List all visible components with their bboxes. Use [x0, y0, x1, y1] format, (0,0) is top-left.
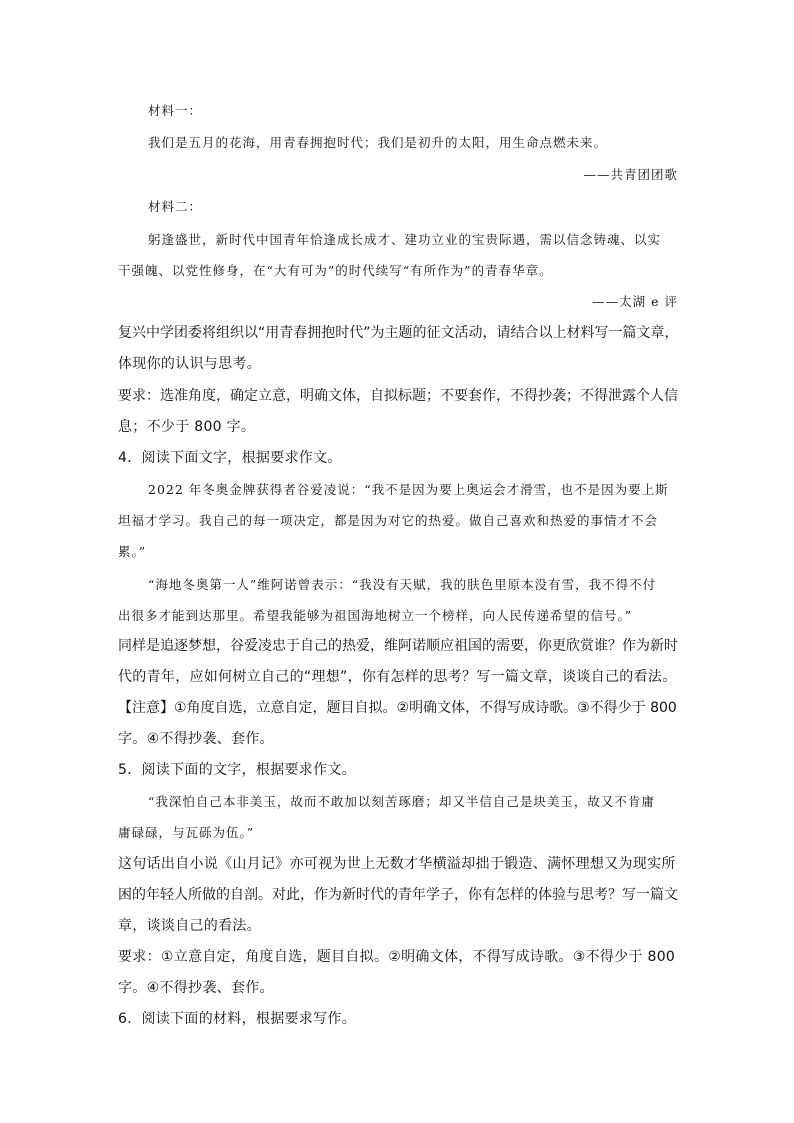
material-one-body: 我们是五月的花海，用青春拥抱时代；我们是初升的太阳，用生命点燃未来。: [148, 135, 608, 150]
material-two-title: 材料二：: [148, 199, 203, 214]
q5-requirement-line1: 要求：①立意自定，角度自选，题目自拟。②明确文体，不得写成诗歌。③不得少于 800: [118, 949, 676, 965]
q4-quote1-line1: 2022 年冬奥金牌获得者谷爱凌说：“我不是因为要上奥运会才滑雪，也不是因为要上斯: [148, 482, 669, 497]
q3-prompt-line1: 复兴中学团委将组织以“用青春拥抱时代”为主题的征文活动，请结合以上材料写一篇文章，: [118, 325, 679, 341]
q4-note-line1: 【注意】①角度自选，立意自定，题目自拟。②明确文体，不得写成诗歌。③不得少于 800: [118, 700, 677, 716]
q4-quote2-line1: “海地冬奥第一人”维阿诺曾表示：“我没有天赋，我的肤色里原本没有雪，我不得不付: [148, 577, 657, 592]
material-one-source: ——共青团团歌: [583, 167, 678, 182]
q3-prompt-line2: 体现你的认识与思考。: [118, 356, 261, 372]
q5-requirement-line2: 字。④不得抄袭、套作。: [118, 980, 274, 996]
q4-title: 4．阅读下面文字，根据要求作文。: [118, 450, 342, 466]
q6-title: 6．阅读下面的材料，根据要求写作。: [118, 1011, 357, 1027]
q5-prompt-line2: 困的年轻人所做的自剖。对此，作为新时代的青年学子，你有怎样的体验与思考？写一篇文: [118, 887, 678, 903]
q4-prompt-line1: 同样是追逐梦想，谷爱凌忠于自己的热爱，维阿诺顺应祖国的需要，你更欣赏谁？作为新时: [118, 638, 678, 654]
q4-quote1-line3: 累。”: [118, 544, 147, 559]
q5-quote-line2: 庸碌碌，与瓦砾为伍。”: [118, 825, 255, 840]
material-two-source: ——太湖 e 评: [592, 294, 678, 309]
q4-prompt-line2: 代的青年，应如何树立自己的“理想”，你有怎样的思考？写一篇文章，谈谈自己的看法。: [118, 669, 677, 685]
q3-requirement-line2: 息；不少于 800 字。: [118, 419, 256, 435]
q4-quote2-line2: 出很多才能到达那里。希望我能够为祖国海地树立一个榜样，向人民传递希望的信号。”: [118, 608, 633, 623]
q5-title: 5．阅读下面的文字，根据要求作文。: [118, 762, 357, 778]
q5-prompt-line1: 这句话出自小说《山月记》亦可视为世上无数才华横溢却拙于锻造、满怀理想又为现实所: [118, 856, 676, 872]
q5-prompt-line3: 章，谈谈自己的看法。: [118, 918, 261, 934]
q3-requirement-line1: 要求：选准角度，确定立意，明确文体，自拟标题；不要套作，不得抄袭；不得泄露个人信: [118, 388, 678, 404]
q4-quote1-line2: 坦福才学习。我自己的每一项决定，都是因为对它的热爱。做自己喜欢和热爱的事情才不会: [118, 513, 659, 528]
material-two-body-line1: 躬逢盛世，新时代中国青年恰逢成长成才、建功立业的宝贵际遇，需以信念铸魂、以实: [148, 232, 662, 247]
material-one-title: 材料一：: [148, 103, 203, 118]
material-two-body-line2: 干强魄、以党性修身，在“大有可为”的时代续写“有所作为”的青春华章。: [118, 263, 553, 278]
q5-quote-line1: “我深怕自己本非美玉，故而不敢加以刻苦琢磨；却又半信自己是块美玉，故又不肯庸: [148, 794, 655, 809]
q4-note-line2: 字。④不得抄袭、套作。: [118, 731, 274, 747]
